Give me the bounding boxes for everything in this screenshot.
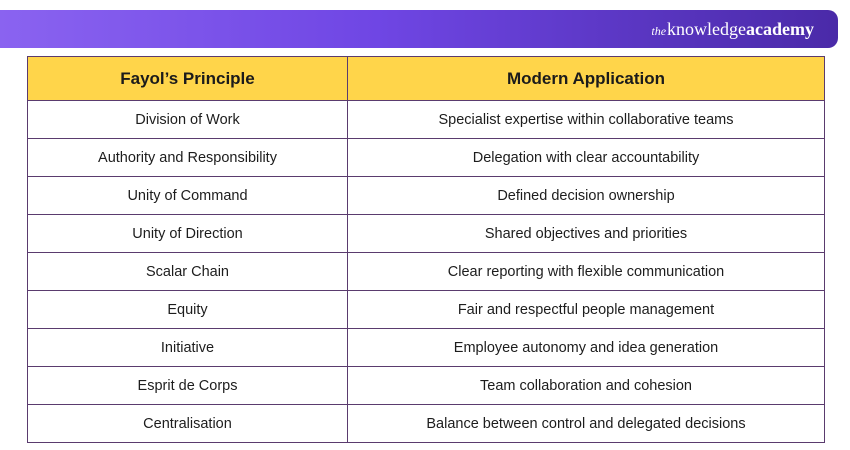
table-row	[28, 177, 825, 215]
principle-cell: Authority and Responsibility	[28, 139, 348, 177]
principle-cell: Centralisation	[28, 405, 348, 443]
principle-cell: Unity of Command	[28, 177, 348, 215]
application-cell: Team collaboration and cohesion	[348, 367, 825, 405]
column-header-principle: Fayol’s Principle	[28, 57, 348, 101]
brand-logo-suffix: academy	[746, 19, 814, 39]
principle-cell: Equity	[28, 291, 348, 329]
application-cell: Fair and respectful people management	[348, 291, 825, 329]
principles-table	[27, 56, 825, 443]
brand-logo	[651, 19, 814, 41]
brand-logo-middle: knowledge	[667, 19, 747, 39]
principle-cell: Initiative	[28, 329, 348, 367]
table-header-row	[28, 57, 825, 101]
table-row	[28, 101, 825, 139]
table-row	[28, 367, 825, 405]
brand-logo-prefix: the	[651, 24, 667, 38]
brand-banner	[0, 10, 838, 48]
application-cell: Clear reporting with flexible communication	[348, 253, 825, 291]
application-cell: Delegation with clear accountability	[348, 139, 825, 177]
principle-cell: Esprit de Corps	[28, 367, 348, 405]
table-row	[28, 253, 825, 291]
table-row	[28, 405, 825, 443]
principle-cell: Unity of Direction	[28, 215, 348, 253]
principle-cell: Scalar Chain	[28, 253, 348, 291]
table-row	[28, 291, 825, 329]
column-header-application: Modern Application	[348, 57, 825, 101]
table-row	[28, 139, 825, 177]
application-cell: Employee autonomy and idea generation	[348, 329, 825, 367]
application-cell: Defined decision ownership	[348, 177, 825, 215]
application-cell: Shared objectives and priorities	[348, 215, 825, 253]
principle-cell: Division of Work	[28, 101, 348, 139]
table-row	[28, 215, 825, 253]
application-cell: Balance between control and delegated decisions	[348, 405, 825, 443]
table-row	[28, 329, 825, 367]
application-cell: Specialist expertise within collaborative teams	[348, 101, 825, 139]
